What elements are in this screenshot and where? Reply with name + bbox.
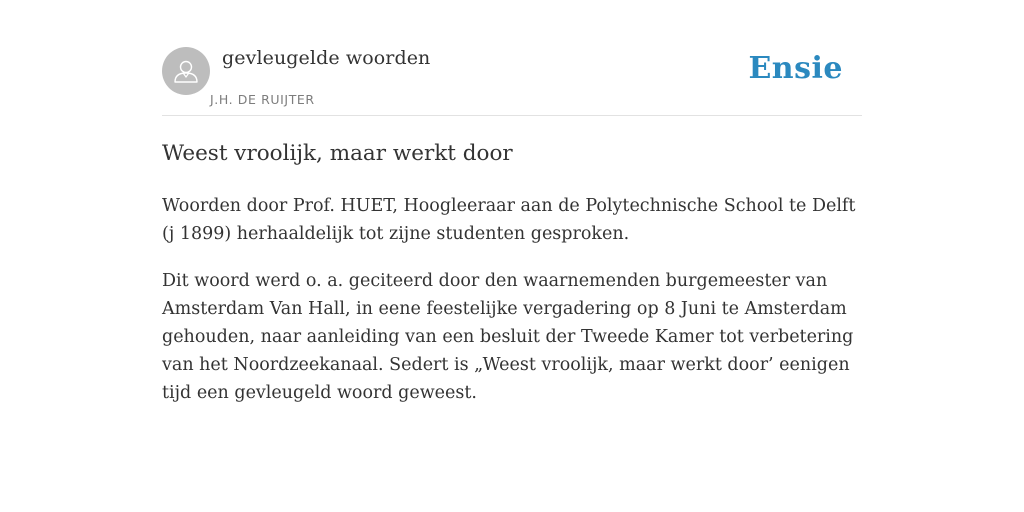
article-paragraph: Dit woord werd o. a. geciteerd door den waarnemenden burgemeester van Amsterdam Van Hall, in eene feestelijke vergadering op 8 Juni te Amsterdam gehouden, naar aanleiding van een besluit der Tweede Kamer tot verbetering van het Noordzeekanaal. Sedert is „Weest vroolijk, maar werkt door’ eenigen tijd een gevleugeld woord geweest. [162, 271, 854, 403]
article-body [162, 192, 862, 426]
article-paragraph: Woorden door Prof. HUET, Hoogleeraar aan de Polytechnische School te Delft (j 1899) herhaaldelijk tot zijne studenten gesproken. [162, 196, 856, 244]
avatar[interactable] [162, 47, 210, 95]
article-header [162, 46, 862, 116]
author-name[interactable]: J.H. DE RUIJTER [210, 92, 315, 107]
article-title: Weest vroolijk, maar werkt door [162, 141, 513, 166]
brand-logo[interactable]: Ensie [748, 51, 843, 86]
source-title[interactable]: gevleugelde woorden [222, 47, 431, 69]
user-icon [171, 56, 201, 86]
article-card [162, 46, 862, 403]
